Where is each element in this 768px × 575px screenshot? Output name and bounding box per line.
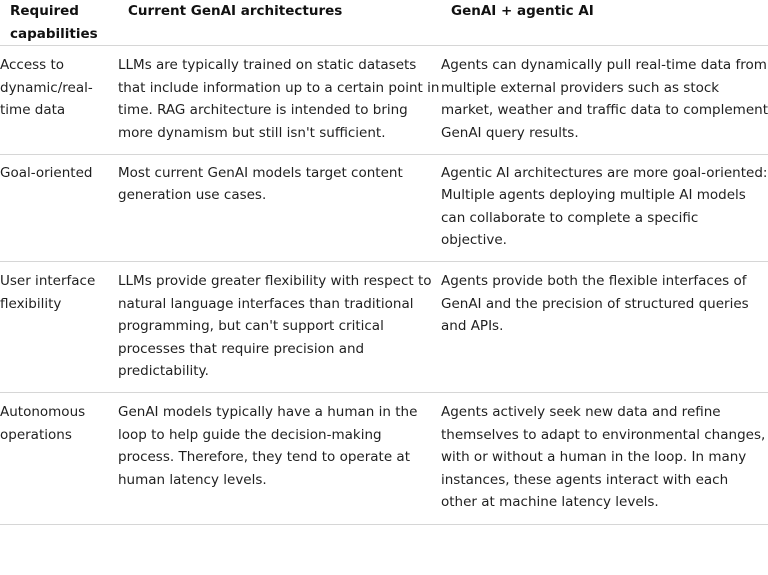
current-genai-cell: LLMs provide greater flexibility with respect to natural language interfaces than traditional programming, but can't support critical processes that require precision and predictability. — [118, 261, 441, 392]
agentic-ai-cell: Agents actively seek new data and refine themselves to adapt to environmental changes, with or without a human in the loop. In many instances, these agents interact with each other at machine latency levels. — [441, 392, 768, 524]
capability-cell: Goal-oriented — [0, 154, 118, 261]
header-current-genai: Current GenAI architectures — [118, 0, 441, 46]
table-row — [0, 392, 768, 524]
agentic-ai-cell: Agents can dynamically pull real-time data from multiple external providers such as stock market, weather and traffic data to complement GenAI query results. — [441, 57, 768, 141]
table-row — [0, 46, 768, 154]
table-header-row — [0, 0, 768, 46]
header-required-capabilities: Required capabilities — [0, 0, 118, 46]
current-genai-cell: GenAI models typically have a human in the loop to help guide the decision-making process. Therefore, they tend to operate at human latency levels. — [118, 392, 441, 524]
capability-cell: Access to dynamic/real-time data — [0, 57, 93, 119]
current-genai-cell: LLMs are typically trained on static datasets that include information up to a certain point in time. RAG architecture is intended to bring more dynamism but still isn't sufficient. — [118, 57, 440, 141]
table-row — [0, 154, 768, 261]
agentic-ai-cell: Agentic AI architectures are more goal-oriented: Multiple agents deploying multiple AI models can collaborate to complete a specific objective. — [441, 154, 768, 261]
agentic-ai-cell: Agents provide both the flexible interfaces of GenAI and the precision of structured queries and APIs. — [441, 261, 768, 392]
capability-cell: Autonomous operations — [0, 392, 118, 524]
capability-cell: User interface flexibility — [0, 261, 118, 392]
table-row — [0, 261, 768, 392]
header-genai-agentic: GenAI + agentic AI — [441, 0, 768, 46]
current-genai-cell: Most current GenAI models target content generation use cases. — [118, 154, 441, 261]
